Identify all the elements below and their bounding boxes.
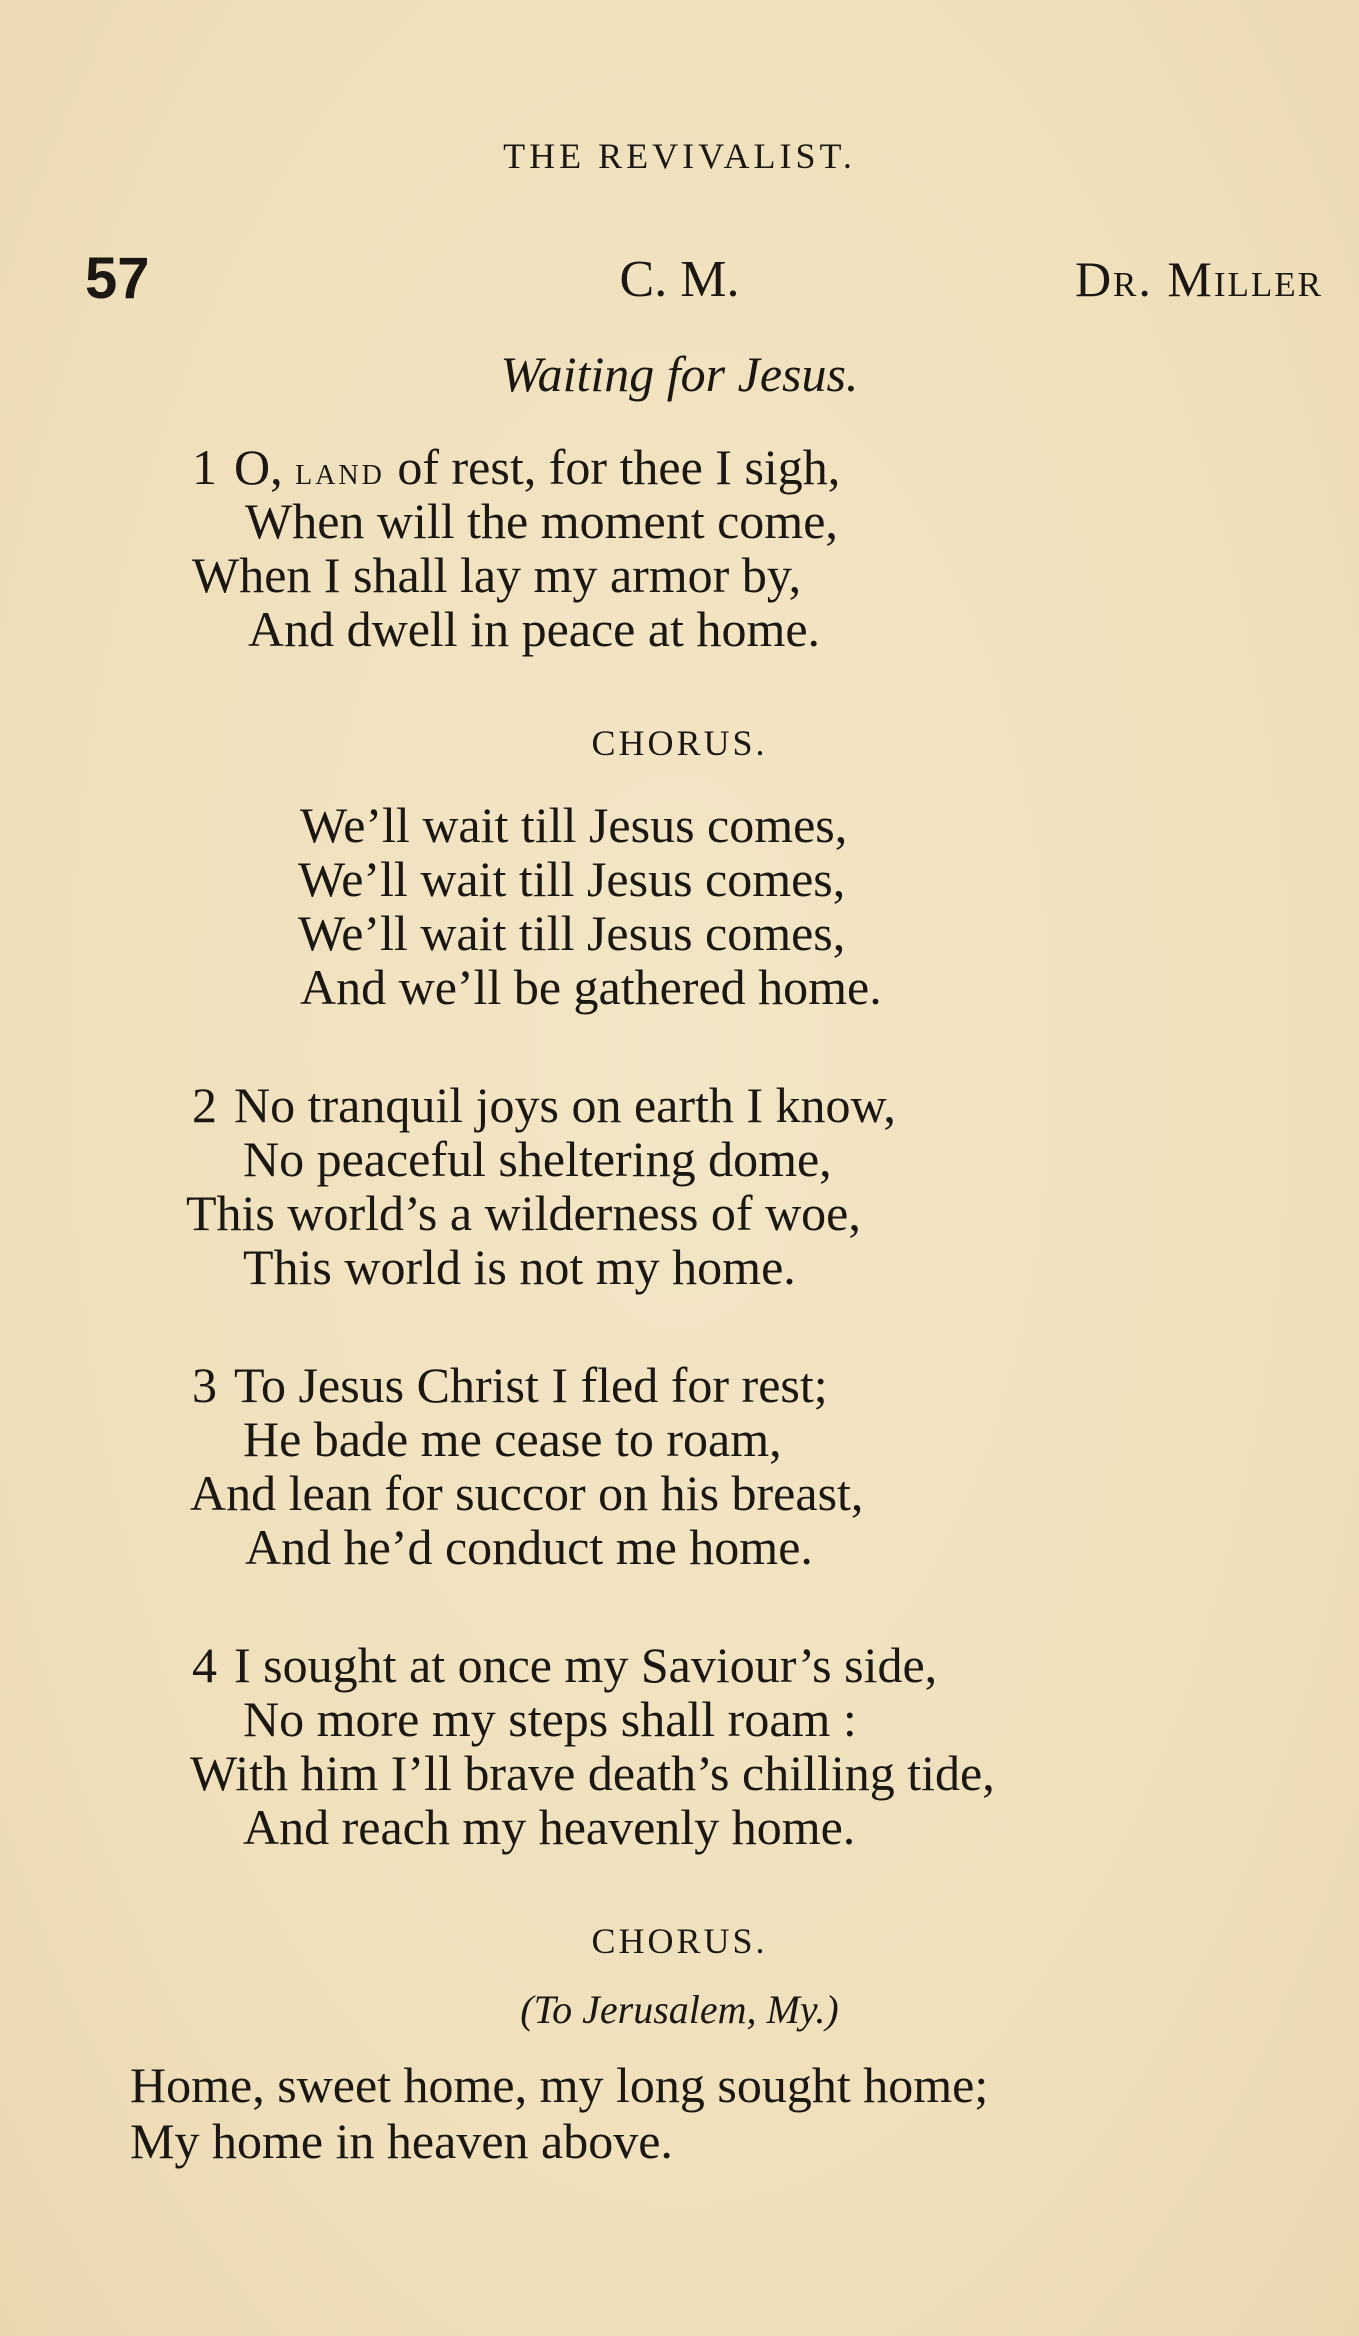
verse-3-line-2: He bade me cease to roam,	[243, 1411, 782, 1467]
chorus-2-line-2: My home in heaven above.	[130, 2113, 673, 2169]
verse-1-line-3: When I shall lay my armor by,	[192, 547, 802, 603]
verse-4-line-1: 4 I sought at once my Saviour’s side,	[192, 1637, 938, 1693]
verse-1-line-1: 1 O, land of rest, for thee I sigh,	[192, 439, 841, 495]
hymn-meter: C. M.	[619, 251, 740, 308]
verse-3-line-4: And he’d conduct me home.	[245, 1519, 813, 1575]
verse-2-line-2: No peaceful sheltering dome,	[243, 1131, 832, 1187]
verse-2-line-3: This world’s a wilderness of woe,	[186, 1185, 861, 1241]
chorus-line-3: We’ll wait till Jesus comes,	[298, 905, 846, 961]
verse-1-line-4: And dwell in peace at home.	[248, 601, 821, 657]
chorus-line-2: We’ll wait till Jesus comes,	[298, 851, 846, 907]
chorus-tune-note: (To Jerusalem, My.)	[520, 1987, 839, 2032]
hymn-number: 57	[85, 246, 150, 311]
chorus-heading: CHORUS.	[591, 1921, 768, 1961]
verse-3-line-1: 3 To Jesus Christ I fled for rest;	[192, 1357, 828, 1413]
hymn-title: Waiting for Jesus.	[500, 346, 859, 402]
small-caps-word: land	[295, 448, 385, 493]
verse-4-line-3: With him I’ll brave death’s chilling tide,	[190, 1745, 995, 1801]
verse-number: 3	[192, 1357, 217, 1413]
verse-4-line-2: No more my steps shall roam :	[243, 1691, 857, 1747]
verse-number: 2	[192, 1077, 217, 1133]
chorus-heading: CHORUS.	[591, 723, 768, 763]
verse-number: 1	[192, 439, 217, 495]
hymn-composer: Dr. Miller	[1074, 251, 1323, 307]
verse-3-line-3: And lean for succor on his breast,	[190, 1465, 864, 1521]
verse-2-line-1: 2 No tranquil joys on earth I know,	[192, 1077, 896, 1133]
chorus-line-4: And we’ll be gathered home.	[300, 959, 882, 1015]
verse-number: 4	[192, 1637, 217, 1693]
verse-2-line-4: This world is not my home.	[243, 1239, 796, 1295]
verse-4-line-4: And reach my heavenly home.	[243, 1799, 856, 1855]
running-head: THE REVIVALIST.	[503, 136, 856, 176]
chorus-2-line-1: Home, sweet home, my long sought home;	[130, 2057, 989, 2113]
chorus-line-1: We’ll wait till Jesus comes,	[300, 797, 848, 853]
verse-1-line-2: When will the moment come,	[245, 493, 838, 549]
